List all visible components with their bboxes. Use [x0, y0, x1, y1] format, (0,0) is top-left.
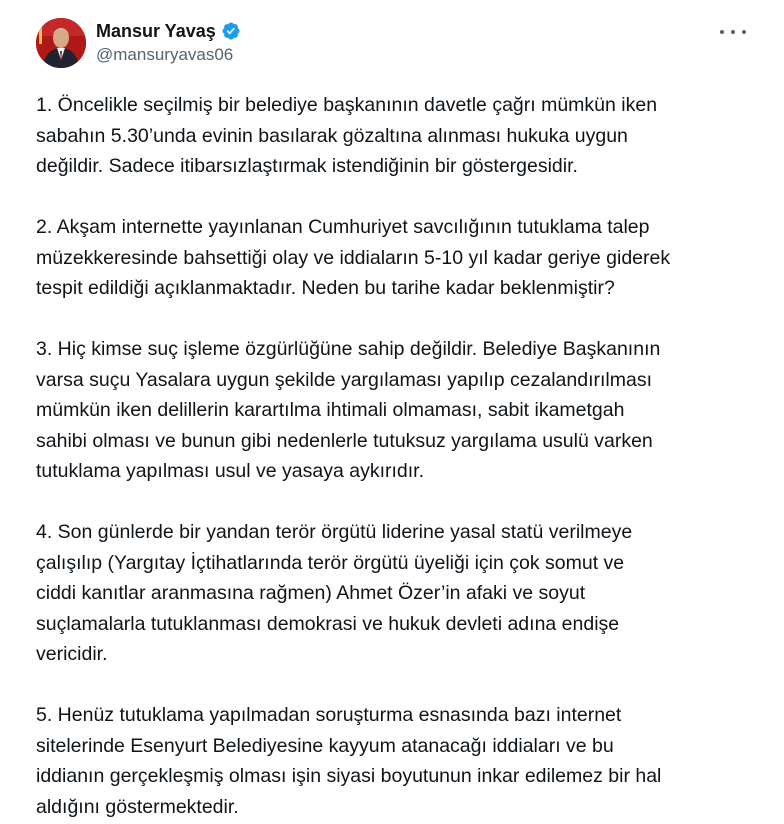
tweet-paragraph-1: 1. Öncelikle seçilmiş bir belediye başkanının davetle çağrı mümkün iken sabahın 5.30’unda evinin basılarak gözaltına alınması hukuka uygun değildir. Sadece itibarsızlaştırmak istendiğinin bir göstergesidir.: [36, 94, 658, 177]
tweet-paragraph-5: 5. Henüz tutuklama yapılmadan soruşturma esnasında bazı internet sitelerinde Esenyurt Belediyesine kayyum atanacağı iddiaları ve bu iddianın gerçekleşmiş olması işin siyasi boyutunun inkar edilemez bir hal aldığını göstermektedir.: [36, 704, 662, 818]
dot: [742, 30, 746, 34]
tweet-header: [36, 16, 760, 72]
more-options-icon[interactable]: [720, 22, 746, 42]
dot: [731, 30, 735, 34]
user-handle[interactable]: @mansuryavas06: [96, 45, 234, 64]
dot: [720, 30, 724, 34]
tweet-text: [36, 90, 766, 822]
display-name-row: [96, 20, 241, 42]
author-names: [96, 20, 241, 65]
tweet-paragraph-3: 3. Hiç kimse suç işleme özgürlüğüne sahip değildir. Belediye Başkanının varsa suçu Yasalara uygun şekilde yargılaması yapılıp cezalandırılması mümkün iken delillerin karartılma ihtimali olmaması, sabit ikametgah sahibi olması ve bunun gibi nedenlerle tutuksuz yargılama usulü varken tutuklama yapılması usul ve yasaya aykırıdır.: [36, 338, 661, 482]
verified-badge-icon[interactable]: [221, 21, 241, 41]
display-name[interactable]: Mansur Yavaş: [96, 20, 216, 41]
tweet-paragraph-2: 2. Akşam internette yayınlanan Cumhuriyet savcılığının tutuklama talep müzekkeresinde bahsettiği olay ve iddiaların 5-10 yıl kadar geriye giderek tespit edildiği açıklanmaktadır. Neden bu tarihe kadar beklenmiştir?: [36, 216, 671, 299]
avatar-image: [36, 18, 86, 68]
user-avatar[interactable]: [36, 18, 86, 68]
tweet-paragraph-4: 4. Son günlerde bir yandan terör örgütü liderine yasal statü verilmeye çalışılıp (Yargıtay İçtihatlarında terör örgütü üyeliği için çok somut ve ciddi kanıtlar aranmasına rağmen) Ahmet Özer’in afaki ve soyut suçlamalarla tutuklanması demokrasi ve hukuk devleti adına endişe vericidir.: [36, 521, 633, 665]
